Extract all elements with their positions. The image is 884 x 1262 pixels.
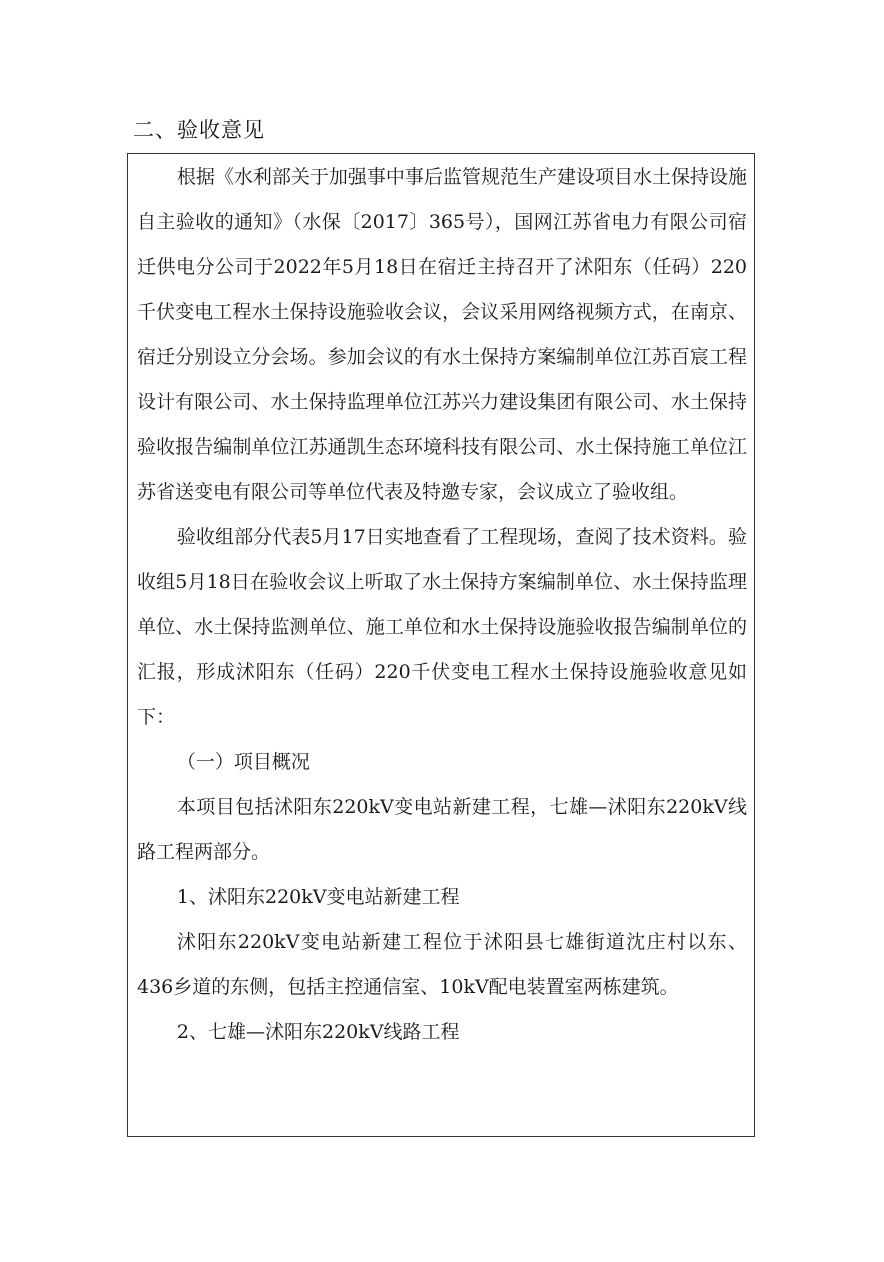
- subheading-substation: 1、沭阳东220kV变电站新建工程: [176, 886, 460, 908]
- subheading-project-overview: （一）项目概况: [176, 751, 310, 773]
- paragraph-meeting-info: 根据《水利部关于加强事中事后监管规范生产建设项目水土保持设施自主验收的通知》（水保〔2017〕365号），国网江苏省电力有限公司宿迁供电分公司于2022年5月18日在宿迁主持召开了沭阳东（任码）220千伏变电工程水土保持设施验收会议，会议采用网络视频方式，在南京、宿迁分别设立分会场。参加会议的有水土保持方案编制单位江苏百宸工程设计有限公司、水土保持监理单位江苏兴力建设集团有限公司、水土保持验收报告编制单位江苏通凯生态环境科技有限公司、水土保持施工单位江苏省送变电有限公司等单位代表及特邀专家，会议成立了验收组。: [137, 166, 747, 503]
- paragraph-inspection: 验收组部分代表5月17日实地查看了工程现场，查阅了技术资料。验收组5月18日在验收会议上听取了水土保持方案编制单位、水土保持监理单位、水土保持监测单位、施工单位和水土保持设施验收报告编制单位的汇报，形成沭阳东（任码）220千伏变电工程水土保持设施验收意见如下：: [137, 526, 747, 728]
- subheading-line-project: 2、七雄—沭阳东220kV线路工程: [176, 1021, 460, 1043]
- paragraph-project-scope: 本项目包括沭阳东220kV变电站新建工程，七雄—沭阳东220kV线路工程两部分。: [137, 796, 747, 863]
- paragraph-substation-location: 沭阳东220kV变电站新建工程位于沭阳县七雄街道沈庄村以东、436乡道的东侧，包括主控通信室、10kV配电装置室两栋建筑。: [137, 931, 747, 998]
- opinion-content: [137, 154, 747, 1055]
- section-heading: 二、验收意见: [133, 118, 265, 142]
